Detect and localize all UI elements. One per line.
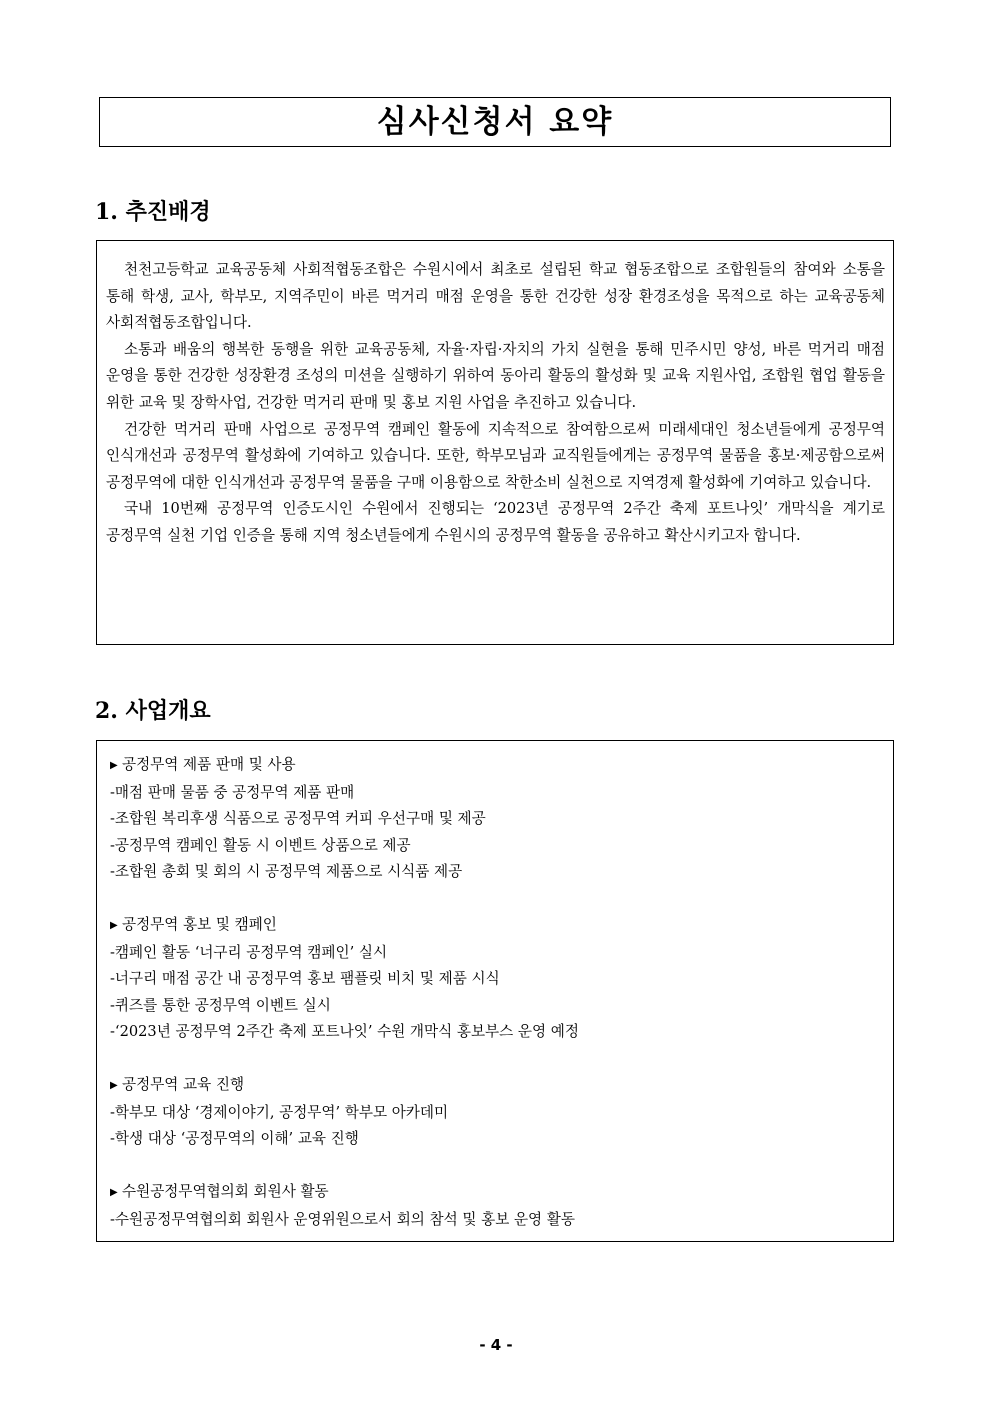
group-title (110, 1179, 883, 1207)
group-title-text: 공정무역 홍보 및 캠페인 (122, 916, 277, 933)
background-paragraph: 천천고등학교 교육공동체 사회적협동조합은 수원시에서 최초로 설립된 학교 협동조합으로 조합원들의 참여와 소통을 통해 학생, 교사, 학부모, 지역주민이 바른 먹거리 매점 운영을 통한 건강한 성장 환경조성을 목적으로 하는 교육공동체 사회적협동조합입니다. (106, 261, 885, 332)
list-item: -캠페인 활동 ‘너구리 공정무역 캠페인’ 실시 (110, 943, 388, 961)
document-title: 심사신청서 요약 (376, 103, 614, 140)
overview-group (110, 912, 883, 1046)
triangle-right-icon: ▶ (110, 920, 118, 931)
group-title (110, 912, 883, 940)
background-paragraph: 국내 10번째 공정무역 인증도시인 수원에서 진행되는 ‘2023년 공정무역 2주간 축제 포트나잇’ 개막식을 계기로 공정무역 실천 기업 인증을 통해 지역 청소년들에게 수원시의 공정무역 활동을 공유하고 확산시키고자 합니다. (106, 500, 885, 544)
triangle-right-icon: ▶ (110, 1187, 118, 1198)
group-title-text: 공정무역 제품 판매 및 사용 (122, 756, 296, 773)
list-item: -너구리 매점 공간 내 공정무역 홍보 팸플릿 비치 및 제품 시식 (110, 970, 500, 987)
background-paragraph: 건강한 먹거리 판매 사업으로 공정무역 캠페인 활동에 지속적으로 참여함으로써 미래세대인 청소년들에게 공정무역 인식개선과 공정무역 활성화에 기여하고 있습니다. 또한, 학부모님과 교직원들에게는 공정무역 물품을 홍보·제공함으로써 공정무역에 대한 인식개선과 공정무역 물품을 구매 이용함으로 착한소비 실천으로 지역경제 활성화에 기여하고 있습니다. (106, 420, 885, 491)
group-title (110, 752, 883, 780)
background-box (96, 240, 894, 645)
triangle-right-icon: ▶ (110, 760, 118, 771)
overview-group (110, 1072, 883, 1153)
list-item: -학생 대상 ‘공정무역의 이해’ 교육 진행 (110, 1130, 359, 1147)
list-item: -매점 판매 물품 중 공정무역 제품 판매 (110, 783, 355, 801)
list-item: -조합원 복리후생 식품으로 공정무역 커피 우선구매 및 제공 (110, 810, 486, 827)
triangle-right-icon: ▶ (110, 1080, 118, 1091)
overview-box (96, 740, 894, 1242)
title-box (99, 97, 891, 147)
group-title-text: 수원공정무역협의회 회원사 활동 (122, 1183, 329, 1200)
overview-group (110, 1179, 883, 1233)
list-item: -퀴즈를 통한 공정무역 이벤트 실시 (110, 996, 331, 1014)
list-item: -공정무역 캠페인 활동 시 이벤트 상품으로 제공 (110, 836, 411, 854)
list-item: -조합원 총회 및 회의 시 공정무역 제품으로 시식품 제공 (110, 863, 463, 880)
overview-group (110, 752, 883, 886)
background-paragraph: 소통과 배움의 행복한 동행을 위한 교육공동체, 자율·자립·자치의 가치 실현을 통해 민주시민 양성, 바른 먹거리 매점 운영을 통한 건강한 성장환경 조성의 미션을 실행하기 위하여 동아리 활동의 활성화 및 교육 지원사업, 조합원 협업 활동을 위한 교육 및 장학사업, 건강한 먹거리 판매 및 홍보 지원 사업을 추진하고 있습니다. (106, 340, 885, 411)
section-heading-overview: 2. 사업개요 (95, 698, 211, 724)
group-title (110, 1072, 883, 1100)
list-item: -학부모 대상 ‘경제이야기, 공정무역’ 학부모 아카데미 (110, 1103, 449, 1121)
page-number: - 4 - (479, 1336, 513, 1354)
list-item: -수원공정무역협의회 회원사 운영위원으로서 회의 참석 및 홍보 운영 활동 (110, 1210, 575, 1228)
section-heading-background: 1. 추진배경 (95, 199, 211, 225)
group-title-text: 공정무역 교육 진행 (122, 1076, 245, 1093)
list-item: -‘2023년 공정무역 2주간 축제 포트나잇’ 수원 개막식 홍보부스 운영 예정 (110, 1023, 579, 1040)
